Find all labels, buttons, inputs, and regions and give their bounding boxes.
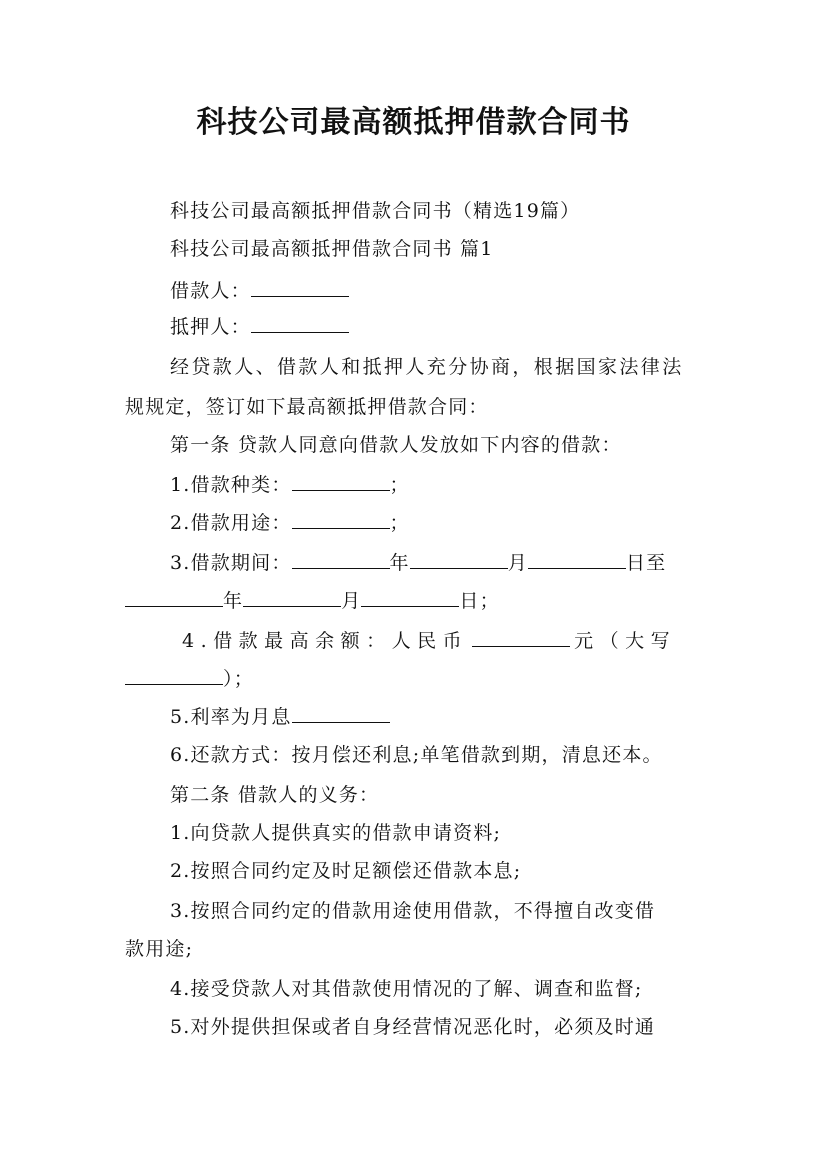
section-heading: 科技公司最高额抵押借款合同书 篇1 [170, 238, 494, 260]
borrower-blank[interactable] [251, 276, 349, 297]
start-day-blank[interactable] [528, 548, 626, 569]
max-balance-line-1 [182, 626, 676, 656]
day-to-text: 日至 [625, 552, 667, 574]
mortgagor-line [170, 312, 349, 342]
duty-4: 4.接受贷款人对其借款使用情况的了解、调查和监督; [170, 978, 643, 1000]
start-month-blank[interactable] [410, 548, 508, 569]
loan-type-blank[interactable] [292, 470, 390, 491]
interest-rate-line [170, 702, 390, 732]
repayment-method: 6.还款方式：按月偿还利息;单笔借款到期，清息还本。 [170, 744, 663, 766]
loan-use-blank[interactable] [292, 508, 390, 529]
loan-type-line [170, 470, 410, 500]
day-end-text: 日； [459, 590, 500, 612]
interest-rate-blank[interactable] [292, 702, 390, 723]
loan-period-line-2 [125, 586, 500, 616]
loan-period-label: 3.借款期间： [170, 552, 292, 574]
month-text: 月 [507, 552, 528, 574]
loan-use-label: 2.借款用途： [170, 512, 292, 534]
max-balance-end: ）； [223, 668, 254, 690]
max-balance-label: 4.借款最高余额：人民币 [182, 630, 469, 652]
loan-type-end: ； [389, 474, 410, 496]
intro-line-2: 规规定，签订如下最高额抵押借款合同： [125, 396, 489, 418]
borrower-label: 借款人： [170, 280, 251, 302]
loan-type-label: 1.借款种类： [170, 474, 292, 496]
max-balance-yuan: 元（大写 [574, 630, 677, 652]
duty-3-line-1: 3.按照合同约定的借款用途使用借款，不得擅自改变借 [170, 900, 656, 922]
subtitle: 科技公司最高额抵押借款合同书（精选19篇） [170, 200, 581, 222]
duty-3-line-2: 款用途; [125, 938, 194, 960]
article1-heading: 第一条 贷款人同意向借款人发放如下内容的借款： [170, 434, 622, 456]
duty-2: 2.按照合同约定及时足额偿还借款本息; [170, 860, 522, 882]
loan-period-line-1 [170, 548, 666, 578]
end-year-blank[interactable] [125, 586, 223, 607]
capital-amount-blank[interactable] [125, 664, 223, 685]
article2-heading: 第二条 借款人的义务： [170, 784, 380, 806]
loan-use-line [170, 508, 410, 538]
max-balance-blank[interactable] [472, 626, 570, 647]
year-text: 年 [223, 590, 244, 612]
interest-rate-label: 5.利率为月息 [170, 706, 292, 728]
intro-line-1: 经贷款人、借款人和抵押人充分协商，根据国家法律法 [170, 356, 684, 378]
mortgagor-label: 抵押人： [170, 316, 251, 338]
borrower-line [170, 276, 349, 306]
end-month-blank[interactable] [243, 586, 341, 607]
loan-use-end: ； [389, 512, 410, 534]
year-text: 年 [389, 552, 410, 574]
duty-5-line-1: 5.对外提供担保或者自身经营情况恶化时，必须及时通 [170, 1016, 656, 1038]
start-year-blank[interactable] [292, 548, 390, 569]
end-day-blank[interactable] [361, 586, 459, 607]
month-text: 月 [341, 590, 362, 612]
mortgagor-blank[interactable] [251, 312, 349, 333]
duty-1: 1.向贷款人提供真实的借款申请资料; [170, 822, 502, 844]
document-title: 科技公司最高额抵押借款合同书 [196, 105, 631, 140]
max-balance-line-2 [125, 664, 254, 694]
